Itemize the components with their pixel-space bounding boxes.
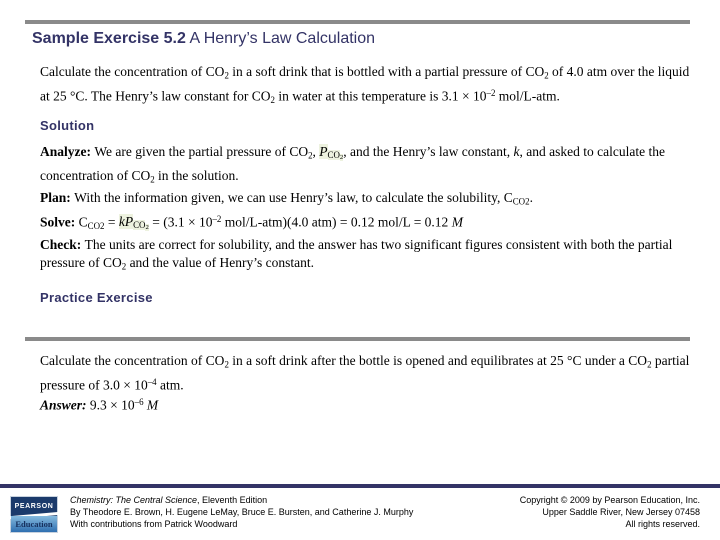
middle-rule [25, 337, 690, 341]
solution-heading: Solution [40, 118, 95, 133]
practice-answer: Answer: $9.3 \times 10^{-6}$ M [40, 396, 159, 413]
page-title-exercise-number: Sample Exercise 5.2 [32, 30, 186, 47]
footer-copyright [520, 494, 700, 530]
solution-body [40, 143, 700, 276]
footer-text-line: Copyright © 2009 by Pearson Education, Inc. [519, 495, 700, 505]
logo-education-text: Education [11, 516, 57, 532]
footer-text-line: With contributions from Patrick Woodward [70, 519, 238, 529]
plan-paragraph: Plan: With the information given, we can use Henry’s law, to calculate the solubility, CCO2. [40, 189, 533, 206]
check-paragraph: Check: The units are correct for solubility, and the answer has two significant figures consistent with both the partial pressure of CO2 and the value of Henry’s constant. [40, 237, 673, 272]
pearson-education-logo [10, 496, 58, 533]
page-title-subtitle: A Henry’s Law Calculation [185, 30, 376, 47]
footer-text-line: All rights reserved. [625, 519, 700, 529]
practice-question: Calculate the concentration of CO2 in a soft drink after the bottle is opened and equilibrates at 25 °C under a CO2 partial pressure of $3.0 \times 10^{-4}$ atm. [40, 353, 690, 393]
problem-statement: Calculate the concentration of CO2 in a soft drink that is bottled with a partial pressure of CO2 of 4.0 atm over the liquid at 25 °C. The Henry’s law constant for CO2 in water at this temperature is $3.1 \times 10^{-2}$ mol/L-atm. [40, 64, 690, 105]
footer-text-line: Upper Saddle River, New Jersey 07458 [542, 507, 700, 517]
solve-paragraph: Solve: CCO2 = kPCO$_2$ = ($3.1 \times 10^{-2}$ mol/L-atm)(4.0 atm) = 0.12 mol/L = 0.12 M [40, 213, 463, 231]
page-title [32, 30, 375, 48]
footer-rule [0, 484, 720, 488]
footer-book-info [70, 494, 413, 530]
footer-text-line: Chemistry: The Central Science, Eleventh Edition [70, 495, 268, 505]
analyze-paragraph: Analyze: We are given the partial pressure of CO2, $PCO_2$, and the Henry’s law constant, k, and asked to calculate the concentration of CO2 in the solution. [40, 144, 665, 185]
practice-exercise-heading: Practice Exercise [40, 290, 153, 305]
practice-exercise-body [40, 352, 700, 414]
footer-text-line: By Theodore E. Brown, H. Eugene LeMay, Bruce E. Bursten, and Catherine J. Murphy [70, 507, 414, 517]
top-rule [25, 20, 690, 24]
logo-pearson-text: PEARSON [14, 502, 54, 510]
